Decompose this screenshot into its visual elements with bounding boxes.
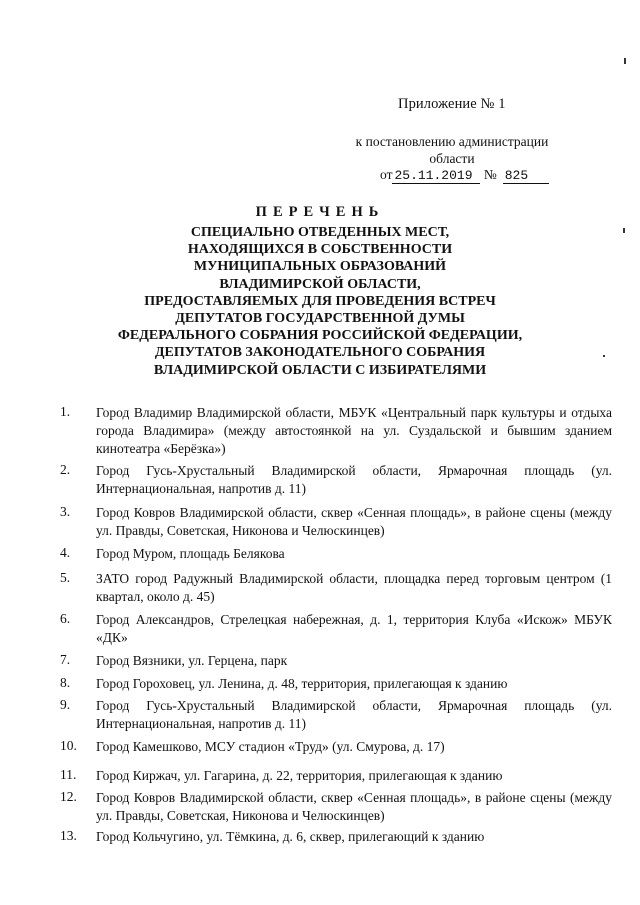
item-text: ЗАТО город Радужный Владимирской области, площадка перед торговым центром (1 квартал, около д. 45): [96, 571, 612, 604]
list-item: [60, 738, 612, 756]
decree-date-row: [380, 167, 549, 184]
list-item: [60, 570, 612, 606]
item-number: 1.: [60, 404, 71, 419]
list-item: [60, 675, 612, 693]
subtitle-line: ДЕПУТАТОВ ЗАКОНОДАТЕЛЬНОГО СОБРАНИЯ: [154, 345, 486, 361]
list-item: [60, 697, 612, 733]
item-number: 8.: [60, 675, 71, 690]
decree-number: 825: [503, 168, 549, 184]
subtitle-line: СПЕЦИАЛЬНО ОТВЕДЕННЫХ МЕСТ,: [190, 225, 450, 240]
item-text: Город Муром, площадь Белякова: [96, 546, 285, 561]
item-text: Город Вязники, ул. Герцена, парк: [96, 653, 288, 668]
item-number: 7.: [60, 652, 71, 667]
item-text: Город Камешково, МСУ стадион «Труд» (ул. Смурова, д. 17): [96, 739, 445, 754]
item-number: 2.: [60, 462, 71, 477]
item-number: 5.: [60, 570, 71, 585]
item-number: 6.: [60, 611, 71, 626]
item-text: Город Гусь-Хрустальный Владимирской области, Ярмарочная площадь (ул. Интернациональная, напротив д. 11): [96, 698, 612, 731]
item-text: Город Александров, Стрелецкая набережная, д. 1, территория Клуба «Искож» МБУК «ДК»: [96, 612, 612, 645]
scan-speck: [623, 228, 625, 233]
list-item: [60, 828, 612, 846]
list-item: [60, 767, 612, 785]
list-item: [60, 611, 612, 647]
decree-line-1: к постановлению администрации: [355, 134, 549, 149]
list-item: [60, 462, 612, 498]
scan-speck: [603, 355, 605, 357]
item-number: 9.: [60, 697, 71, 712]
item-number: 12.: [60, 789, 77, 804]
subtitle-line: ВЛАДИМИРСКОЙ ОБЛАСТИ,: [219, 276, 421, 292]
item-text: Город Гороховец, ул. Ленина, д. 48, территория, прилегающая к зданию: [96, 676, 508, 691]
subtitle-line: ДЕПУТАТОВ ГОСУДАРСТВЕННОЙ ДУМЫ: [175, 311, 465, 327]
decree-date: 25.11.2019: [392, 168, 480, 184]
item-number: 4.: [60, 545, 71, 560]
item-text: Город Ковров Владимирской области, сквер «Сенная площадь», в районе сцены (между ул. Правды, Советская, Никонова и Челюскинцев): [96, 505, 612, 538]
appendix-label: Приложение № 1: [398, 96, 506, 112]
item-number: 11.: [60, 767, 77, 782]
number-prefix: №: [483, 167, 497, 182]
item-text: Город Ковров Владимирской области, сквер «Сенная площадь», в районе сцены (между ул. Правды, Советская, Никонова и Челюскинцев): [96, 790, 612, 823]
list-item: [60, 504, 612, 540]
scan-speck: [624, 58, 626, 64]
item-number: 10.: [60, 738, 77, 753]
list-item: [60, 652, 612, 670]
subtitle-line: ФЕДЕРАЛЬНОГО СОБРАНИЯ РОССИЙСКОЙ ФЕДЕРАЦИИ,: [117, 328, 523, 344]
list-item: [60, 545, 612, 563]
document-subtitle: [80, 224, 560, 379]
item-number: 13.: [60, 828, 77, 843]
document-title: ПЕРЕЧЕНЬ: [255, 204, 385, 220]
decree-reference: [332, 133, 572, 167]
subtitle-line: ПРЕДОСТАВЛЯЕМЫХ ДЛЯ ПРОВЕДЕНИЯ ВСТРЕЧ: [144, 293, 496, 309]
list-item: [60, 789, 612, 825]
item-number: 3.: [60, 504, 71, 519]
date-prefix: от: [380, 167, 393, 182]
item-text: Город Киржач, ул. Гагарина, д. 22, территория, прилегающая к зданию: [96, 768, 503, 783]
item-text: Город Кольчугино, ул. Тёмкина, д. 6, сквер, прилегающий к зданию: [96, 829, 485, 844]
item-text: Город Гусь-Хрустальный Владимирской области, Ярмарочная площадь (ул. Интернациональная, напротив д. 11): [96, 463, 612, 496]
list-item: [60, 404, 612, 458]
subtitle-line: МУНИЦИПАЛЬНЫХ ОБРАЗОВАНИЙ: [193, 259, 447, 275]
item-text: Город Владимир Владимирской области, МБУК «Центральный парк культуры и отдыха города Владимира» (между автостоянкой на ул. Суздальской и бывшим зданием кинотеатра «Берёзка»): [96, 405, 612, 456]
decree-line-2: области: [429, 151, 475, 166]
subtitle-line: ВЛАДИМИРСКОЙ ОБЛАСТИ С ИЗБИРАТЕЛЯМИ: [153, 362, 487, 378]
subtitle-line: НАХОДЯЩИХСЯ В СОБСТВЕННОСТИ: [187, 242, 453, 258]
